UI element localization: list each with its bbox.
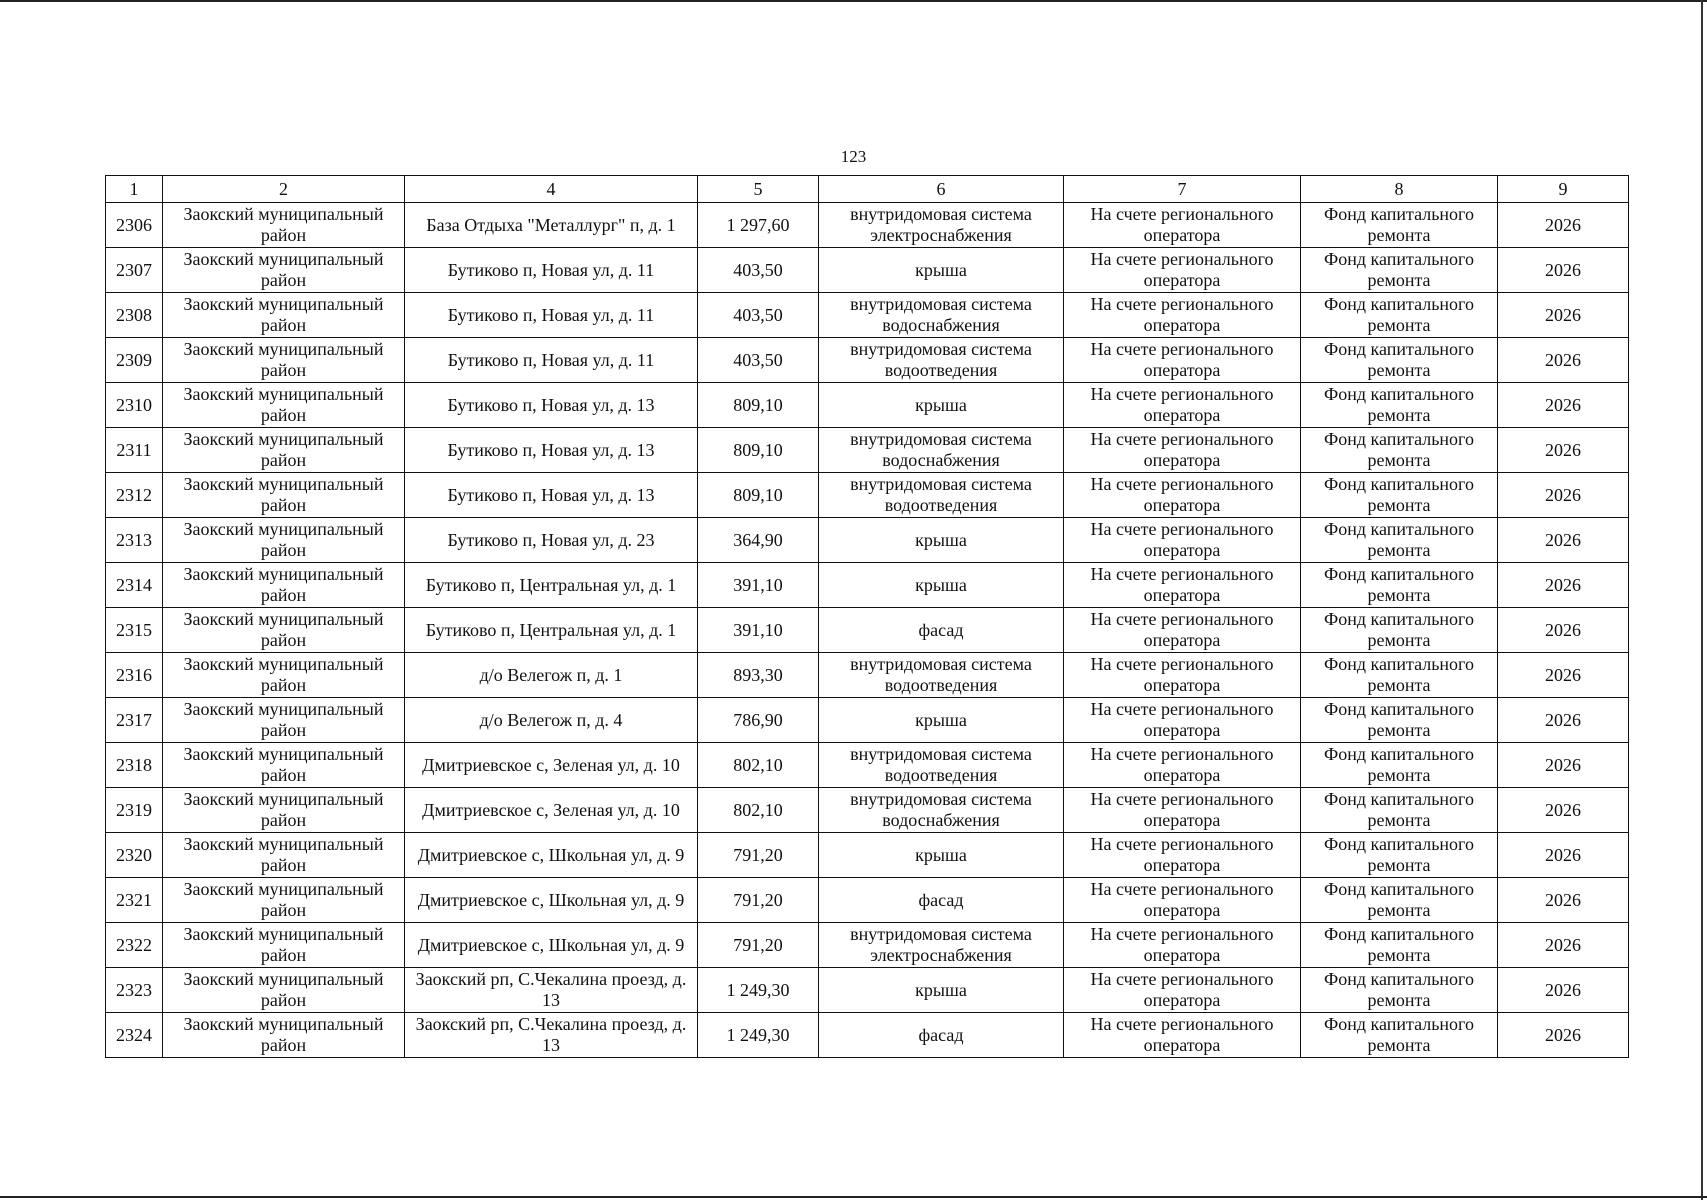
district-cell: Заокский муниципальный район bbox=[163, 293, 405, 338]
table-header bbox=[106, 176, 1629, 203]
area-cell: 403,50 bbox=[698, 338, 819, 383]
funding-source-cell: Фонд капитального ремонта bbox=[1301, 473, 1498, 518]
address-cell: Бутиково п, Новая ул, д. 11 bbox=[405, 248, 698, 293]
account-cell: На счете регионального оператора bbox=[1064, 428, 1301, 473]
district-cell: Заокский муниципальный район bbox=[163, 428, 405, 473]
district-cell: Заокский муниципальный район bbox=[163, 518, 405, 563]
year-cell: 2026 bbox=[1498, 608, 1629, 653]
structural-element-cell: внутридомовая система водоотведения bbox=[819, 743, 1064, 788]
address-cell: Дмитриевское с, Зеленая ул, д. 10 bbox=[405, 788, 698, 833]
district-cell: Заокский муниципальный район bbox=[163, 653, 405, 698]
account-cell: На счете регионального оператора bbox=[1064, 203, 1301, 248]
area-cell: 364,90 bbox=[698, 518, 819, 563]
row-number-cell: 2314 bbox=[106, 563, 163, 608]
account-cell: На счете регионального оператора bbox=[1064, 788, 1301, 833]
table-row bbox=[106, 1013, 1629, 1058]
row-number-cell: 2323 bbox=[106, 968, 163, 1013]
row-number-cell: 2307 bbox=[106, 248, 163, 293]
address-cell: д/о Велегож п, д. 1 bbox=[405, 653, 698, 698]
structural-element-cell: внутридомовая система электроснабжения bbox=[819, 203, 1064, 248]
year-cell: 2026 bbox=[1498, 428, 1629, 473]
area-cell: 802,10 bbox=[698, 788, 819, 833]
structural-element-cell: крыша bbox=[819, 833, 1064, 878]
district-cell: Заокский муниципальный район bbox=[163, 968, 405, 1013]
district-cell: Заокский муниципальный район bbox=[163, 833, 405, 878]
row-number-cell: 2319 bbox=[106, 788, 163, 833]
account-cell: На счете регионального оператора bbox=[1064, 698, 1301, 743]
structural-element-cell: крыша bbox=[819, 248, 1064, 293]
table-row bbox=[106, 563, 1629, 608]
funding-source-cell: Фонд капитального ремонта bbox=[1301, 743, 1498, 788]
year-cell: 2026 bbox=[1498, 1013, 1629, 1058]
structural-element-cell: фасад bbox=[819, 1013, 1064, 1058]
structural-element-cell: крыша bbox=[819, 698, 1064, 743]
header-cell: 7 bbox=[1064, 176, 1301, 203]
funding-source-cell: Фонд капитального ремонта bbox=[1301, 608, 1498, 653]
area-cell: 791,20 bbox=[698, 923, 819, 968]
structural-element-cell: внутридомовая система водоснабжения bbox=[819, 293, 1064, 338]
area-cell: 809,10 bbox=[698, 383, 819, 428]
district-cell: Заокский муниципальный район bbox=[163, 473, 405, 518]
funding-source-cell: Фонд капитального ремонта bbox=[1301, 428, 1498, 473]
table-row bbox=[106, 608, 1629, 653]
district-cell: Заокский муниципальный район bbox=[163, 608, 405, 653]
table-row bbox=[106, 203, 1629, 248]
year-cell: 2026 bbox=[1498, 743, 1629, 788]
table-row bbox=[106, 878, 1629, 923]
row-number-cell: 2324 bbox=[106, 1013, 163, 1058]
year-cell: 2026 bbox=[1498, 518, 1629, 563]
table-row bbox=[106, 743, 1629, 788]
table-row bbox=[106, 923, 1629, 968]
structural-element-cell: внутридомовая система водоснабжения bbox=[819, 788, 1064, 833]
header-cell: 2 bbox=[163, 176, 405, 203]
address-cell: Заокский рп, С.Чекалина проезд, д. 13 bbox=[405, 1013, 698, 1058]
address-cell: Бутиково п, Новая ул, д. 11 bbox=[405, 293, 698, 338]
year-cell: 2026 bbox=[1498, 788, 1629, 833]
area-cell: 1 297,60 bbox=[698, 203, 819, 248]
structural-element-cell: крыша bbox=[819, 383, 1064, 428]
address-cell: Дмитриевское с, Зеленая ул, д. 10 bbox=[405, 743, 698, 788]
area-cell: 1 249,30 bbox=[698, 1013, 819, 1058]
district-cell: Заокский муниципальный район bbox=[163, 923, 405, 968]
funding-source-cell: Фонд капитального ремонта bbox=[1301, 878, 1498, 923]
funding-source-cell: Фонд капитального ремонта bbox=[1301, 383, 1498, 428]
row-number-cell: 2313 bbox=[106, 518, 163, 563]
table-row bbox=[106, 428, 1629, 473]
row-number-cell: 2320 bbox=[106, 833, 163, 878]
account-cell: На счете регионального оператора bbox=[1064, 338, 1301, 383]
page-border-bottom bbox=[0, 1196, 1707, 1198]
table-row bbox=[106, 518, 1629, 563]
area-cell: 893,30 bbox=[698, 653, 819, 698]
address-cell: База Отдыха "Металлург" п, д. 1 bbox=[405, 203, 698, 248]
area-cell: 1 249,30 bbox=[698, 968, 819, 1013]
year-cell: 2026 bbox=[1498, 968, 1629, 1013]
account-cell: На счете регионального оператора bbox=[1064, 518, 1301, 563]
address-cell: Бутиково п, Центральная ул, д. 1 bbox=[405, 608, 698, 653]
row-number-cell: 2308 bbox=[106, 293, 163, 338]
account-cell: На счете регионального оператора bbox=[1064, 608, 1301, 653]
funding-source-cell: Фонд капитального ремонта bbox=[1301, 788, 1498, 833]
district-cell: Заокский муниципальный район bbox=[163, 248, 405, 293]
district-cell: Заокский муниципальный район bbox=[163, 743, 405, 788]
funding-source-cell: Фонд капитального ремонта bbox=[1301, 653, 1498, 698]
row-number-cell: 2318 bbox=[106, 743, 163, 788]
registry-table bbox=[105, 175, 1629, 1058]
area-cell: 391,10 bbox=[698, 563, 819, 608]
district-cell: Заокский муниципальный район bbox=[163, 338, 405, 383]
account-cell: На счете регионального оператора bbox=[1064, 878, 1301, 923]
table-body bbox=[106, 203, 1629, 1058]
structural-element-cell: внутридомовая система водоотведения bbox=[819, 338, 1064, 383]
page-border-right bbox=[1701, 0, 1703, 1200]
structural-element-cell: внутридомовая система водоотведения bbox=[819, 653, 1064, 698]
area-cell: 403,50 bbox=[698, 293, 819, 338]
row-number-cell: 2312 bbox=[106, 473, 163, 518]
account-cell: На счете регионального оператора bbox=[1064, 923, 1301, 968]
header-cell: 8 bbox=[1301, 176, 1498, 203]
row-number-cell: 2311 bbox=[106, 428, 163, 473]
header-row bbox=[106, 176, 1629, 203]
area-cell: 791,20 bbox=[698, 833, 819, 878]
table-row bbox=[106, 338, 1629, 383]
year-cell: 2026 bbox=[1498, 203, 1629, 248]
structural-element-cell: крыша bbox=[819, 518, 1064, 563]
funding-source-cell: Фонд капитального ремонта bbox=[1301, 338, 1498, 383]
header-cell: 5 bbox=[698, 176, 819, 203]
table-row bbox=[106, 653, 1629, 698]
area-cell: 391,10 bbox=[698, 608, 819, 653]
area-cell: 809,10 bbox=[698, 428, 819, 473]
district-cell: Заокский муниципальный район bbox=[163, 878, 405, 923]
row-number-cell: 2317 bbox=[106, 698, 163, 743]
structural-element-cell: фасад bbox=[819, 608, 1064, 653]
district-cell: Заокский муниципальный район bbox=[163, 563, 405, 608]
funding-source-cell: Фонд капитального ремонта bbox=[1301, 1013, 1498, 1058]
address-cell: Бутиково п, Новая ул, д. 13 bbox=[405, 473, 698, 518]
district-cell: Заокский муниципальный район bbox=[163, 203, 405, 248]
structural-element-cell: внутридомовая система электроснабжения bbox=[819, 923, 1064, 968]
table-row bbox=[106, 473, 1629, 518]
year-cell: 2026 bbox=[1498, 338, 1629, 383]
table-row bbox=[106, 248, 1629, 293]
account-cell: На счете регионального оператора bbox=[1064, 1013, 1301, 1058]
year-cell: 2026 bbox=[1498, 248, 1629, 293]
row-number-cell: 2315 bbox=[106, 608, 163, 653]
district-cell: Заокский муниципальный район bbox=[163, 698, 405, 743]
year-cell: 2026 bbox=[1498, 383, 1629, 428]
header-cell: 9 bbox=[1498, 176, 1629, 203]
page-border-top bbox=[0, 0, 1707, 2]
header-cell: 6 bbox=[819, 176, 1064, 203]
structural-element-cell: крыша bbox=[819, 563, 1064, 608]
funding-source-cell: Фонд капитального ремонта bbox=[1301, 248, 1498, 293]
account-cell: На счете регионального оператора bbox=[1064, 563, 1301, 608]
district-cell: Заокский муниципальный район bbox=[163, 788, 405, 833]
address-cell: д/о Велегож п, д. 4 bbox=[405, 698, 698, 743]
row-number-cell: 2309 bbox=[106, 338, 163, 383]
account-cell: На счете регионального оператора bbox=[1064, 293, 1301, 338]
table-row bbox=[106, 383, 1629, 428]
structural-element-cell: крыша bbox=[819, 968, 1064, 1013]
account-cell: На счете регионального оператора bbox=[1064, 968, 1301, 1013]
account-cell: На счете регионального оператора bbox=[1064, 383, 1301, 428]
row-number-cell: 2316 bbox=[106, 653, 163, 698]
page-number: 123 bbox=[840, 147, 867, 166]
structural-element-cell: внутридомовая система водоснабжения bbox=[819, 428, 1064, 473]
address-cell: Бутиково п, Новая ул, д. 13 bbox=[405, 428, 698, 473]
account-cell: На счете регионального оператора bbox=[1064, 473, 1301, 518]
account-cell: На счете регионального оператора bbox=[1064, 833, 1301, 878]
funding-source-cell: Фонд капитального ремонта bbox=[1301, 563, 1498, 608]
year-cell: 2026 bbox=[1498, 698, 1629, 743]
year-cell: 2026 bbox=[1498, 473, 1629, 518]
year-cell: 2026 bbox=[1498, 878, 1629, 923]
table-row bbox=[106, 698, 1629, 743]
area-cell: 791,20 bbox=[698, 878, 819, 923]
account-cell: На счете регионального оператора bbox=[1064, 248, 1301, 293]
address-cell: Бутиково п, Новая ул, д. 11 bbox=[405, 338, 698, 383]
table-row bbox=[106, 833, 1629, 878]
address-cell: Дмитриевское с, Школьная ул, д. 9 bbox=[405, 878, 698, 923]
funding-source-cell: Фонд капитального ремонта bbox=[1301, 968, 1498, 1013]
funding-source-cell: Фонд капитального ремонта bbox=[1301, 518, 1498, 563]
area-cell: 809,10 bbox=[698, 473, 819, 518]
address-cell: Дмитриевское с, Школьная ул, д. 9 bbox=[405, 923, 698, 968]
address-cell: Заокский рп, С.Чекалина проезд, д. 13 bbox=[405, 968, 698, 1013]
year-cell: 2026 bbox=[1498, 653, 1629, 698]
year-cell: 2026 bbox=[1498, 923, 1629, 968]
district-cell: Заокский муниципальный район bbox=[163, 383, 405, 428]
funding-source-cell: Фонд капитального ремонта bbox=[1301, 698, 1498, 743]
area-cell: 403,50 bbox=[698, 248, 819, 293]
area-cell: 802,10 bbox=[698, 743, 819, 788]
address-cell: Дмитриевское с, Школьная ул, д. 9 bbox=[405, 833, 698, 878]
row-number-cell: 2322 bbox=[106, 923, 163, 968]
funding-source-cell: Фонд капитального ремонта bbox=[1301, 833, 1498, 878]
funding-source-cell: Фонд капитального ремонта bbox=[1301, 923, 1498, 968]
structural-element-cell: внутридомовая система водоотведения bbox=[819, 473, 1064, 518]
account-cell: На счете регионального оператора bbox=[1064, 743, 1301, 788]
table-row bbox=[106, 293, 1629, 338]
address-cell: Бутиково п, Новая ул, д. 13 bbox=[405, 383, 698, 428]
district-cell: Заокский муниципальный район bbox=[163, 1013, 405, 1058]
area-cell: 786,90 bbox=[698, 698, 819, 743]
row-number-cell: 2306 bbox=[106, 203, 163, 248]
address-cell: Бутиково п, Центральная ул, д. 1 bbox=[405, 563, 698, 608]
table-row bbox=[106, 788, 1629, 833]
year-cell: 2026 bbox=[1498, 833, 1629, 878]
funding-source-cell: Фонд капитального ремонта bbox=[1301, 203, 1498, 248]
row-number-cell: 2321 bbox=[106, 878, 163, 923]
year-cell: 2026 bbox=[1498, 563, 1629, 608]
structural-element-cell: фасад bbox=[819, 878, 1064, 923]
address-cell: Бутиково п, Новая ул, д. 23 bbox=[405, 518, 698, 563]
account-cell: На счете регионального оператора bbox=[1064, 653, 1301, 698]
header-cell: 1 bbox=[106, 176, 163, 203]
funding-source-cell: Фонд капитального ремонта bbox=[1301, 293, 1498, 338]
header-cell: 4 bbox=[405, 176, 698, 203]
row-number-cell: 2310 bbox=[106, 383, 163, 428]
year-cell: 2026 bbox=[1498, 293, 1629, 338]
table-row bbox=[106, 968, 1629, 1013]
